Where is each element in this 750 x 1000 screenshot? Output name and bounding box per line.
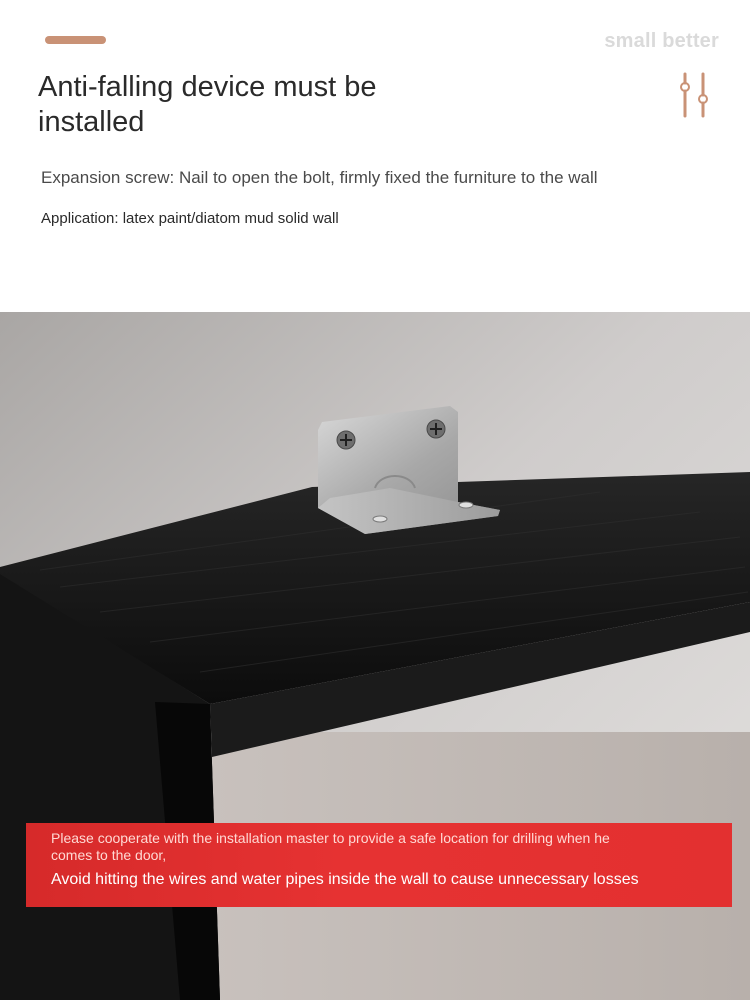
notice-line-1: Please cooperate with the installation master to provide a safe location for drilling when he comes to the door,	[51, 830, 610, 863]
subtitle: Expansion screw: Nail to open the bolt, firmly fixed the furniture to the wall	[41, 168, 598, 187]
sliders-icon	[678, 72, 712, 118]
header-section	[0, 0, 750, 312]
notice-line-2: Avoid hitting the wires and water pipes inside the wall to cause unnecessary losses	[51, 871, 639, 888]
page-title: Anti-falling device must be installed	[38, 71, 377, 138]
warning-notice	[26, 823, 732, 907]
application-text: Application: latex paint/diatom mud solid wall	[41, 210, 339, 227]
accent-bar	[45, 36, 106, 44]
brand-logo: small better	[604, 30, 719, 52]
